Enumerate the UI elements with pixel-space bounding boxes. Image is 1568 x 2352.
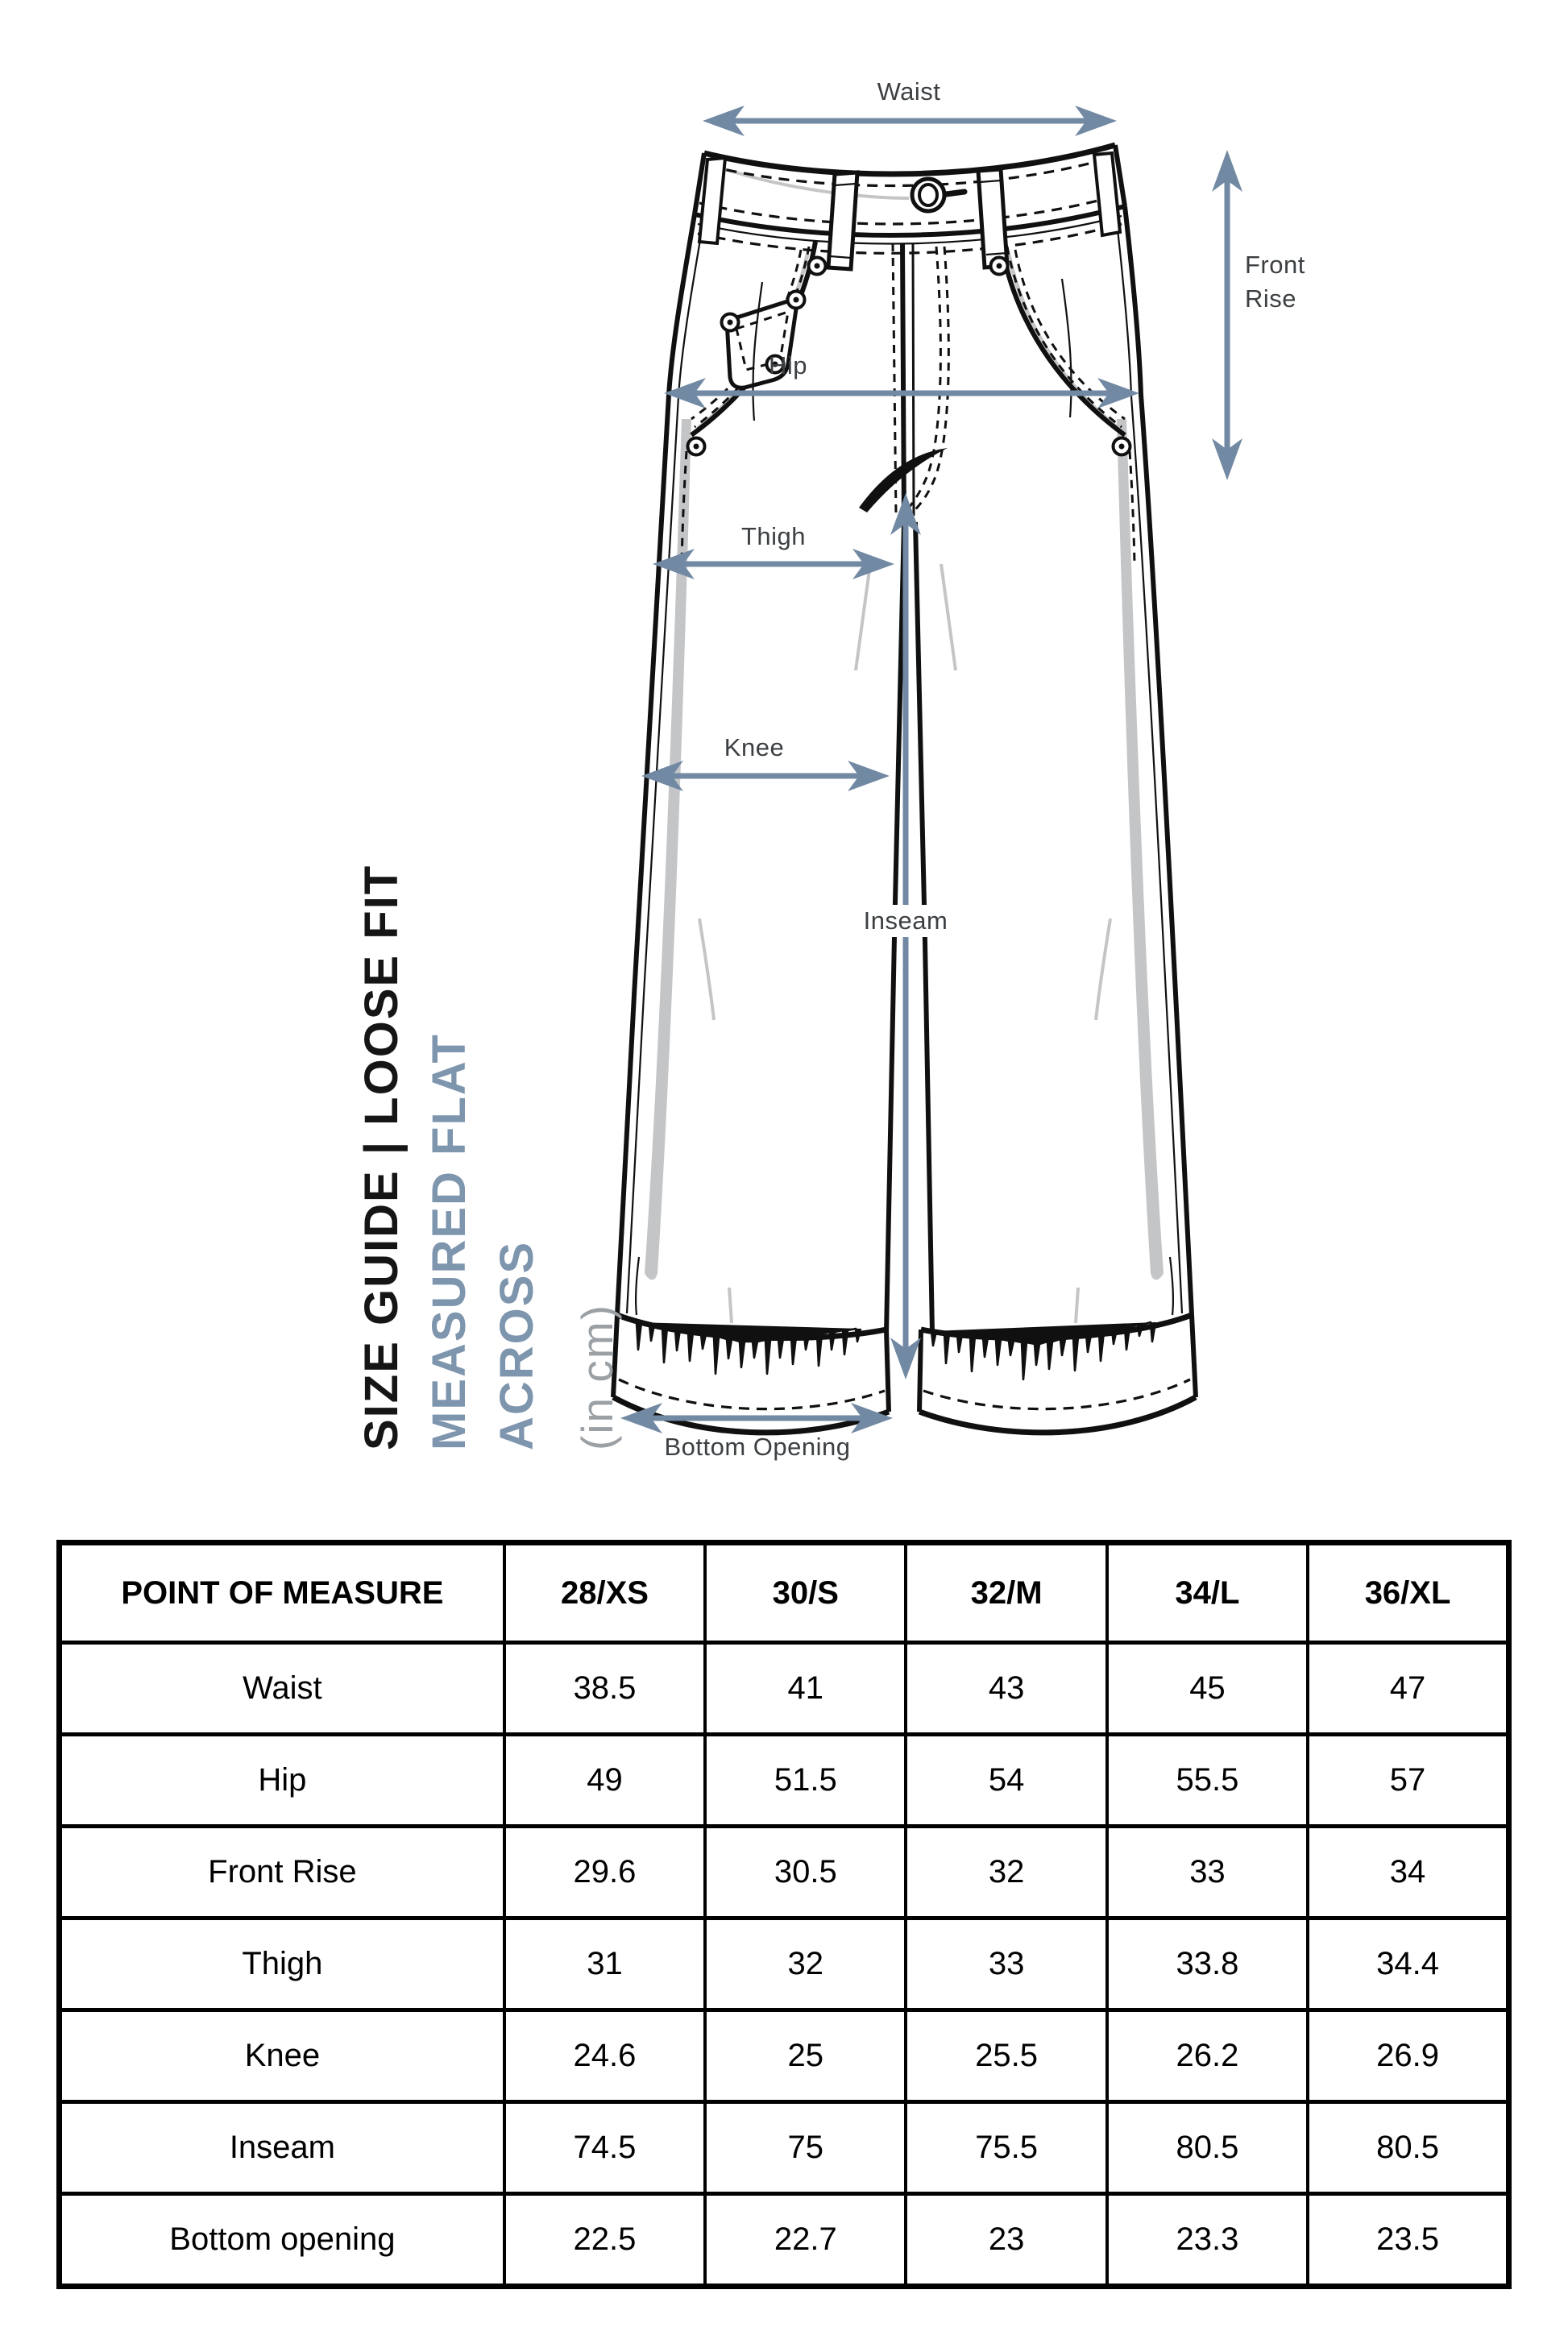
measurement-cell: 55.5 bbox=[1107, 1735, 1308, 1827]
inseam-label: Inseam bbox=[854, 905, 958, 937]
thigh-label: Thigh bbox=[740, 522, 807, 550]
measurement-cell: 23.3 bbox=[1107, 2194, 1308, 2287]
table-row bbox=[60, 1735, 1509, 1827]
measurement-cell: 23 bbox=[906, 2194, 1106, 2287]
measurement-cell: 80.5 bbox=[1107, 2102, 1308, 2194]
column-header-point-of-measure: POINT OF MEASURE bbox=[60, 1543, 504, 1643]
hip-label: Hip bbox=[768, 351, 808, 380]
measurement-cell: 26.2 bbox=[1107, 2010, 1308, 2102]
measurement-cell: 26.9 bbox=[1308, 2010, 1508, 2102]
measurement-cell: 25 bbox=[705, 2010, 906, 2102]
measurement-cell: 22.7 bbox=[705, 2194, 906, 2287]
measurement-cell: 33 bbox=[906, 1919, 1106, 2010]
measurement-cell: 24.6 bbox=[504, 2010, 705, 2102]
table-row bbox=[60, 1643, 1509, 1735]
bottom-opening-label: Bottom Opening bbox=[664, 1433, 851, 1461]
measurement-cell: 74.5 bbox=[504, 2102, 705, 2194]
measurement-cell: 22.5 bbox=[504, 2194, 705, 2287]
row-label: Knee bbox=[60, 2010, 504, 2102]
waist-label: Waist bbox=[877, 77, 941, 106]
measurement-cell: 29.6 bbox=[504, 1827, 705, 1919]
size-guide-title: SIZE GUIDE | LOOSE FIT bbox=[355, 864, 408, 1450]
measurement-cell: 54 bbox=[906, 1735, 1106, 1827]
side-title-block bbox=[348, 838, 625, 1450]
row-label: Thigh bbox=[60, 1919, 504, 2010]
column-header-size: 30/S bbox=[705, 1543, 906, 1643]
measurement-cell: 31 bbox=[504, 1919, 705, 2010]
measurement-cell: 34 bbox=[1308, 1827, 1508, 1919]
table-row bbox=[60, 2010, 1509, 2102]
thigh-arrow bbox=[653, 549, 894, 579]
table-row bbox=[60, 1919, 1509, 2010]
measurement-cell: 57 bbox=[1308, 1735, 1508, 1827]
measurement-cell: 33.8 bbox=[1107, 1919, 1308, 2010]
row-label: Inseam bbox=[60, 2102, 504, 2194]
measurement-cell: 33 bbox=[1107, 1827, 1308, 1919]
table-row bbox=[60, 2194, 1509, 2287]
units-note: (in cm) bbox=[572, 1303, 622, 1450]
front-rise-arrow bbox=[1212, 150, 1242, 480]
row-label: Waist bbox=[60, 1643, 504, 1735]
measurement-cell: 43 bbox=[906, 1643, 1106, 1735]
waist-arrow bbox=[703, 106, 1117, 136]
measurement-cell: 38.5 bbox=[504, 1643, 705, 1735]
row-label: Hip bbox=[60, 1735, 504, 1827]
column-header-size: 34/L bbox=[1107, 1543, 1308, 1643]
column-header-size: 28/XS bbox=[504, 1543, 705, 1643]
measurement-cell: 41 bbox=[705, 1643, 906, 1735]
size-table bbox=[56, 1540, 1512, 2289]
table-row bbox=[60, 2102, 1509, 2194]
measurement-cell: 32 bbox=[906, 1827, 1106, 1919]
measurement-cell: 80.5 bbox=[1308, 2102, 1508, 2194]
measurement-cell: 47 bbox=[1308, 1643, 1508, 1735]
table-header-row bbox=[60, 1543, 1509, 1643]
column-header-size: 36/XL bbox=[1308, 1543, 1508, 1643]
measurement-cell: 45 bbox=[1107, 1643, 1308, 1735]
measured-subtitle: MEASURED FLAT ACROSS bbox=[423, 1033, 543, 1450]
measurement-cell: 49 bbox=[504, 1735, 705, 1827]
front-rise-label: Front Rise bbox=[1245, 251, 1305, 313]
knee-arrow bbox=[641, 761, 890, 791]
bottom-opening-arrow bbox=[620, 1403, 893, 1433]
measurement-cell: 51.5 bbox=[705, 1735, 906, 1827]
table-row bbox=[60, 1827, 1509, 1919]
measurement-cell: 75 bbox=[705, 2102, 906, 2194]
row-label: Front Rise bbox=[60, 1827, 504, 1919]
column-header-size: 32/M bbox=[906, 1543, 1106, 1643]
measurement-cell: 75.5 bbox=[906, 2102, 1106, 2194]
measurement-cell: 30.5 bbox=[705, 1827, 906, 1919]
row-label: Bottom opening bbox=[60, 2194, 504, 2287]
measurement-cell: 34.4 bbox=[1308, 1919, 1508, 2010]
measurement-cell: 23.5 bbox=[1308, 2194, 1508, 2287]
knee-label: Knee bbox=[724, 733, 785, 761]
waistband bbox=[695, 145, 1125, 253]
measurement-cell: 32 bbox=[705, 1919, 906, 2010]
measurement-cell: 25.5 bbox=[906, 2010, 1106, 2102]
belt-loops bbox=[699, 153, 1120, 269]
